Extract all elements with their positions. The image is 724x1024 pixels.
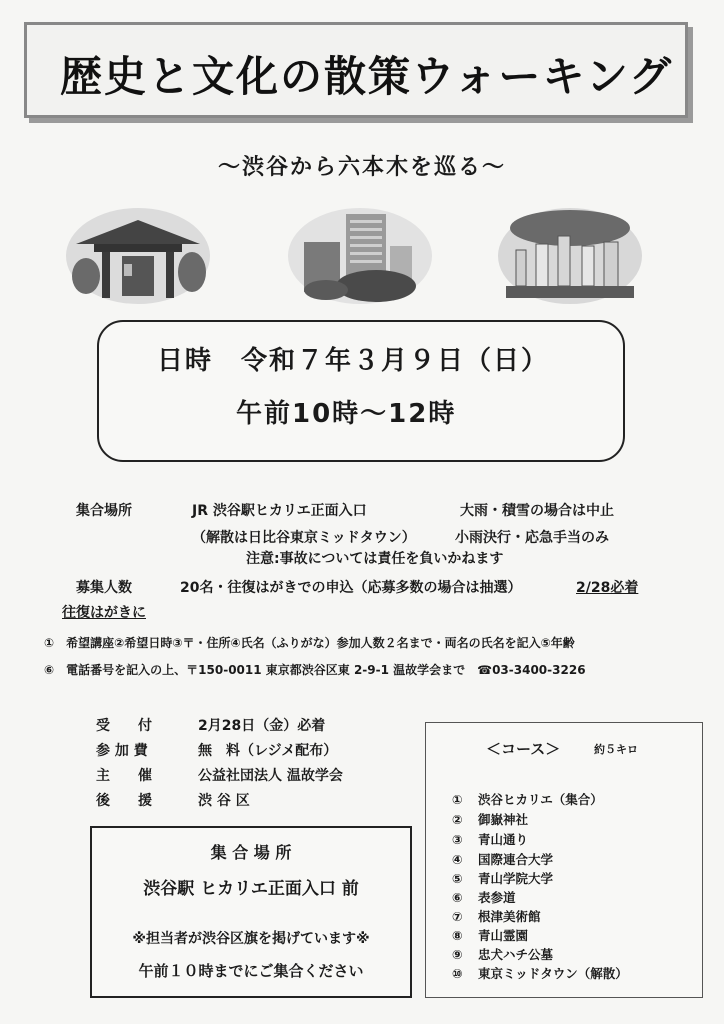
assembly-label: 集合場所: [76, 503, 132, 519]
dismissal-note: （解散は日比谷東京ミッドタウン）: [192, 530, 416, 546]
subtitle: ～渋谷から六本木を巡る～: [217, 155, 506, 180]
shrine-photo: [64, 206, 212, 306]
recruit-text: 20名・往復はがきでの申込（応募多数の場合は抽選）: [180, 580, 522, 596]
detail-label-support: 後 援: [96, 793, 152, 809]
meeting-box-title: 集 合 場 所: [210, 843, 292, 862]
course-item: [452, 790, 603, 808]
detail-label-fee: 参 加 費: [96, 743, 148, 759]
course-item-name: 青山霊園: [478, 928, 529, 943]
recruit-deadline: 2/28必着: [576, 580, 639, 596]
course-title: ＜コース＞: [486, 740, 561, 758]
detail-value-host: 公益社団法人 温故学会: [198, 768, 343, 784]
event-date: 日時 令和７年３月９日（日）: [157, 346, 550, 376]
course-item: [452, 964, 628, 982]
meeting-box-place: 渋谷駅 ヒカリエ正面入口 前: [143, 879, 359, 899]
course-item: [452, 945, 553, 963]
page-title: 歴史と文化の散策ウォーキング: [60, 52, 674, 101]
course-item-name: 御嶽神社: [478, 812, 529, 827]
course-item-number: ⑧: [452, 928, 463, 943]
detail-value-reception: 2月28日（金）必着: [198, 718, 326, 734]
course-item: [452, 850, 553, 868]
course-item-number: ②: [452, 812, 463, 827]
course-item-name: 青山学院大学: [478, 871, 554, 886]
course-item-number: ③: [452, 832, 463, 847]
liability-notice: 注意:事故については責任を負いかねます: [246, 551, 504, 567]
course-item: [452, 810, 528, 828]
course-item-number: ⑩: [452, 966, 463, 981]
cemetery-photo: [496, 206, 644, 306]
course-item: [452, 907, 541, 925]
detail-label-reception: 受 付: [96, 718, 152, 734]
course-item-number: ①: [452, 792, 463, 807]
course-item-number: ④: [452, 852, 463, 867]
postcard-label: 往復はがきに: [62, 605, 146, 621]
meeting-box-flag-note: ※担当者が渋谷区旗を掲げています※: [132, 931, 370, 947]
meeting-box-time-note: 午前１０時までにご集合ください: [138, 962, 364, 980]
course-item-name: 国際連合大学: [478, 852, 554, 867]
detail-value-fee: 無 料（レジメ配布）: [198, 743, 338, 759]
course-item: [452, 869, 553, 887]
instruction-line-1: ① 希望講座②希望日時③〒・住所④氏名（ふりがな）参加人数２名まで・両名の氏名を記入⑤年齢: [44, 636, 575, 650]
course-item: [452, 888, 516, 906]
course-item-name: 表参道: [478, 890, 516, 905]
course-item-name: 青山通り: [478, 832, 529, 847]
recruit-label: 募集人数: [76, 580, 132, 596]
detail-value-support: 渋 谷 区: [198, 793, 250, 809]
event-time: 午前10時～12時: [236, 399, 457, 429]
course-item-name: 忠犬ハチ公墓: [478, 947, 554, 962]
course-item-number: ⑤: [452, 871, 463, 886]
course-item-name: 根津美術館: [478, 909, 541, 924]
course-item: [452, 926, 528, 944]
course-item-name: 東京ミッドタウン（解散）: [478, 966, 628, 981]
course-distance: 約５キロ: [594, 743, 638, 756]
course-item: [452, 830, 528, 848]
course-item-number: ⑦: [452, 909, 463, 924]
course-item-number: ⑥: [452, 890, 463, 905]
building-photo: [286, 206, 434, 306]
weather-cancel-note: 大雨・積雪の場合は中止: [460, 503, 614, 519]
course-item-number: ⑨: [452, 947, 463, 962]
instruction-line-2: ⑥ 電話番号を記入の上、〒150-0011 東京都渋谷区東 2-9-1 温故学会まで ☎03-3400-3226: [44, 663, 586, 677]
course-item-name: 渋谷ヒカリエ（集合）: [478, 792, 603, 807]
assembly-place: JR 渋谷駅ヒカリエ正面入口: [192, 503, 367, 519]
detail-label-host: 主 催: [96, 768, 152, 784]
weather-rain-note: 小雨決行・応急手当のみ: [455, 530, 609, 546]
